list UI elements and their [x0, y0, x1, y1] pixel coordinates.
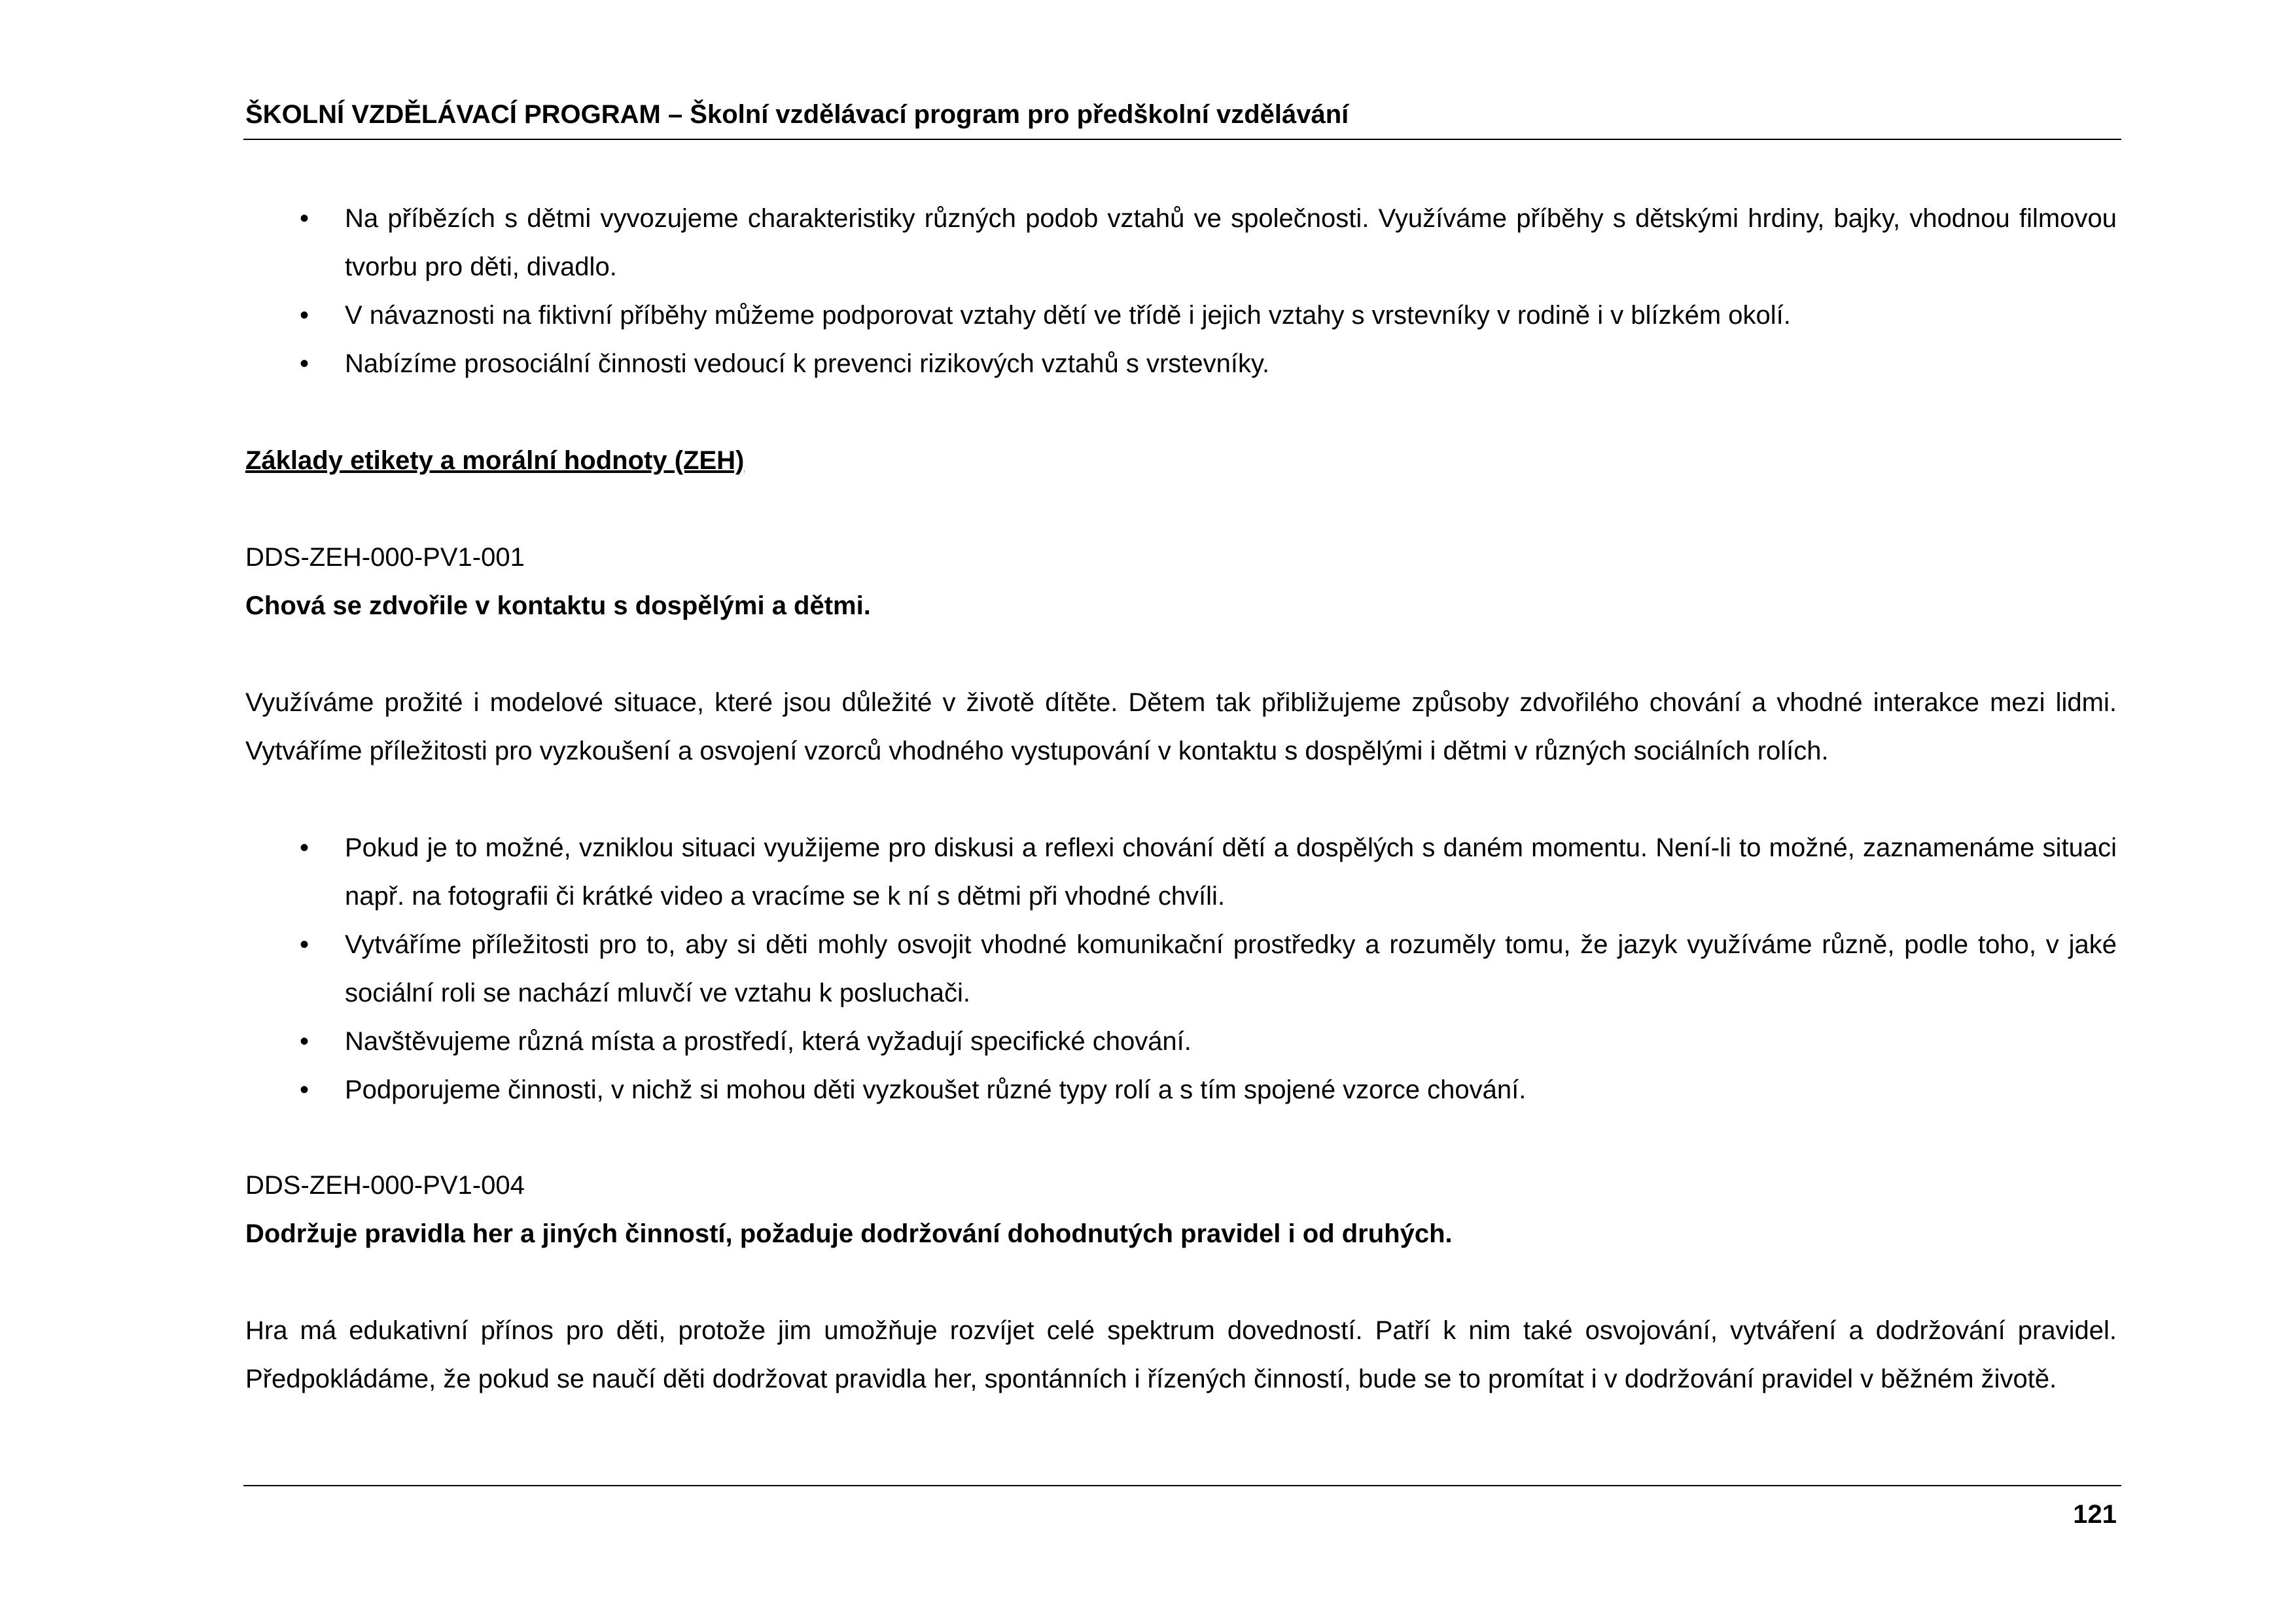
list-item [245, 194, 2117, 291]
list-item-text: Na příbězích s dětmi vyvozujeme charakteristiky různých podob vztahů ve společnosti. Využíváme příběhy s dětskými hrdiny, bajky, vhodnou filmovou tvorbu pro děti, divadlo. [345, 204, 2117, 281]
list-item [245, 824, 2117, 920]
running-header: ŠKOLNÍ VZDĚLÁVACÍ PROGRAM – Školní vzdělávací program pro předškolní vzdělávání [245, 100, 1349, 129]
list-item [245, 340, 2117, 388]
page-number: 121 [2073, 1500, 2117, 1529]
list-item [245, 1066, 2117, 1114]
header-rule [243, 139, 2121, 140]
bullet-icon: • [299, 1027, 309, 1056]
list-item [245, 1017, 2117, 1066]
outcome-paragraph: Využíváme prožité i modelové situace, které jsou důležité v životě dítěte. Dětem tak přibližujeme způsoby zdvořilého chování a vhodné interakce mezi lidmi. Vytváříme příležitosti pro vyzkoušení a osvojení vzorců vhodného vystupování v kontaktu s dospělými i dětmi v různých sociálních rolích. [245, 688, 2117, 765]
bullet-icon: • [299, 1075, 309, 1104]
list-item-text: Nabízíme prosociální činnosti vedoucí k prevenci rizikových vztahů s vrstevníky. [345, 349, 1270, 378]
list-item [245, 291, 2117, 340]
outcome-bullet-list [245, 824, 2117, 1114]
list-item-text: Navštěvujeme různá místa a prostředí, která vyžadují specifické chování. [345, 1027, 1192, 1056]
list-item-text: V návaznosti na fiktivní příběhy můžeme podporovat vztahy dětí ve třídě i jejich vztahy s vrstevníky v rodině i v blízkém okolí. [345, 301, 1791, 330]
list-item [245, 920, 2117, 1017]
outcome-code: DDS-ZEH-000-PV1-001 [245, 543, 525, 572]
page-content [245, 194, 2117, 1403]
bullet-icon: • [299, 204, 309, 233]
footer-rule [243, 1485, 2121, 1486]
outcome-title: Chová se zdvořile v kontaktu s dospělými a dětmi. [245, 591, 871, 620]
bullet-icon: • [299, 301, 309, 330]
outcome-paragraph: Hra má edukativní přínos pro děti, protože jim umožňuje rozvíjet celé spektrum dovedností. Patří k nim také osvojování, vytváření a dodržování pravidel. Předpokládáme, že pokud se naučí děti dodržovat pravidla her, spontánních i řízených činností, bude se to promítat i v dodržování pravidel v běžném životě. [245, 1316, 2117, 1393]
list-item-text: Vytváříme příležitosti pro to, aby si děti mohly osvojit vhodné komunikační prostředky a rozuměly tomu, že jazyk využíváme různě, podle toho, v jaké sociální roli se nachází mluvčí ve vztahu k posluchači. [345, 930, 2117, 1007]
outcome-code: DDS-ZEH-000-PV1-004 [245, 1171, 525, 1200]
bullet-icon: • [299, 349, 309, 378]
section-heading: Základy etikety a morální hodnoty (ZEH) [245, 446, 745, 475]
list-item-text: Pokud je to možné, vzniklou situaci využijeme pro diskusi a reflexi chování dětí a dospělých s daném momentu. Není-li to možné, zaznamenáme situaci např. na fotografii či krátké video a vracíme se k ní s dětmi při vhodné chvíli. [345, 833, 2117, 911]
bullet-icon: • [299, 833, 309, 862]
bullet-icon: • [299, 930, 309, 959]
intro-bullet-list [245, 194, 2117, 388]
list-item-text: Podporujeme činnosti, v nichž si mohou děti vyzkoušet různé typy rolí a s tím spojené vzorce chování. [345, 1075, 1527, 1104]
outcome-title: Dodržuje pravidla her a jiných činností, požaduje dodržování dohodnutých pravidel i od druhých. [245, 1219, 1453, 1248]
